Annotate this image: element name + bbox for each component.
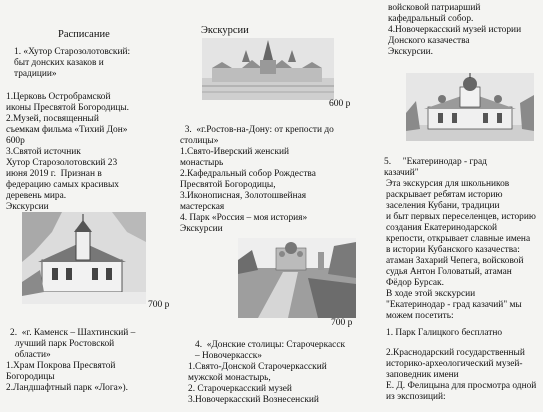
schedule-header: Расписание — [58, 29, 110, 40]
tour-rostov-price: 600 р — [329, 99, 351, 109]
tour-4-title: 4. «Донские столицы: Старочеркасск – Новочеркасск» — [195, 340, 346, 361]
column-middle — [180, 0, 360, 412]
tour-3-body: 1.Свято-Иверский женский монастырь 2.Кафедральный собор Рождества Пресвятой Богородицы, 3.Иконописная, Золотошвейная мастерская 4. Парк «Россия – моя история» Экскурсии — [180, 147, 316, 234]
tour-2-body: 1.Храм Покрова Пресвятой Богородицы 2.Ландшафтный парк «Лога»). — [6, 361, 128, 393]
park-russia-photo — [238, 238, 356, 318]
tour-4-body: 1.Свято-Донской Старочеркасский мужской монастырь, 2. Старочеркасский музей 3.Новочеркасский Вознесенский — [188, 362, 327, 405]
tour-5-body: Эта экскурсия для школьников раскрывает ребятам историю заселения Кубани, традиции и быт первых переселенцев, историю создания Екатеринодарской крепости, открывает славные имена в истории Кубанского казачества: атаман Захарий Чепега, войсковой судья Антон Головатый, атаман Фёдор Бурсак. В ходе этой экскурсии "Екатеринодар - град казачий" мы можем посетить: — [386, 179, 536, 321]
excursions-header: Экскурсии — [201, 25, 249, 36]
column-left — [0, 0, 180, 412]
tour-1-body: 1.Церковь Остробрамской иконы Пресвятой Богородицы. 2.Музей, посвященный съемкам фильма «Тихий Дон» 600р 3.Святой источник Хутор Старозолотовский 23 июня 2019 г. Признан в федерацию самых красивых деревень мира. Экскурсии — [6, 92, 130, 212]
tour-1-title: 1. «Хутор Старозолотовский: быт донских казаков и традиции» — [14, 47, 131, 79]
tour-2-title: 2. «г. Каменск – Шахтинский – лучший парк Ростовской области» — [10, 328, 136, 360]
tour-4-continued: войсковой патриарший кафедральный собор. 4.Новочеркасский музей истории Донского казачества Экскурсии. — [388, 3, 522, 57]
tour-3-title: 3. «г.Ростов-на-Дону: от крепости до столицы» — [180, 125, 334, 146]
rostov-engraving-image — [202, 38, 334, 100]
tour-5-item-1: 1. Парк Галицкого бесплатно — [386, 328, 503, 338]
tour-5-item-2: 2.Краснодарский государственный историко-археологический музей- заповедник имени Е. Д. Фелицына для просмотра одной из экспозиций: — [386, 348, 537, 402]
church-photo-starozolotovsky — [22, 212, 146, 304]
tour-5-title: 5. "Екатеринодар - град казачий" — [384, 157, 487, 178]
tour-1-price: 700 р — [148, 300, 170, 310]
column-right — [360, 0, 543, 412]
cathedral-engraving-image — [406, 73, 534, 141]
tour-3-price: 700 р — [331, 318, 353, 328]
